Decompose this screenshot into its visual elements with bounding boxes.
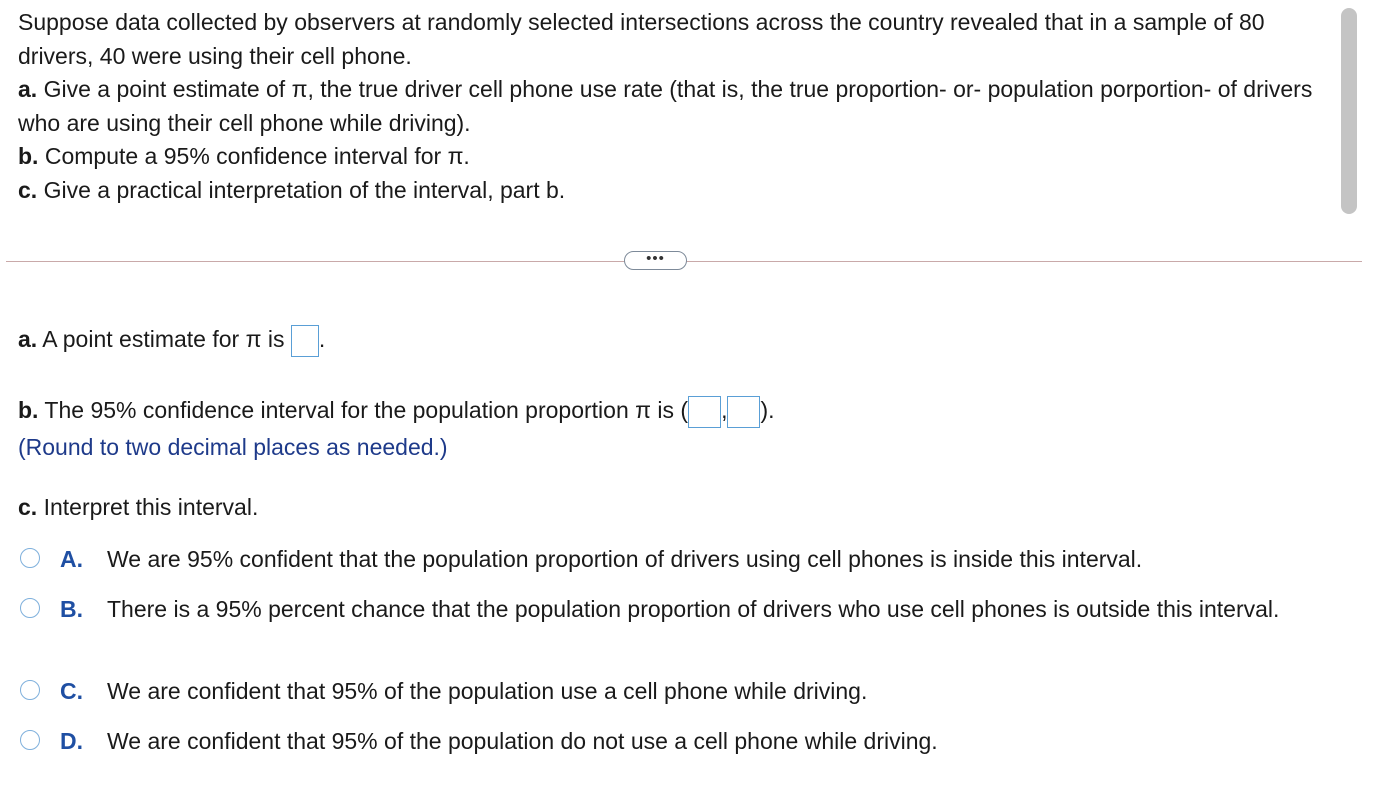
part-a-label: a. (18, 76, 38, 102)
answer-b-separator: , (721, 397, 728, 423)
question-text (18, 6, 1318, 207)
question-part-b (18, 140, 1318, 174)
interval-upper-input[interactable] (727, 396, 760, 428)
radio-d[interactable] (20, 730, 40, 750)
choice-b-text: There is a 95% percent chance that the population proportion of drivers who use cell phones is outside this interval. (107, 596, 1280, 622)
part-b-label: b. (18, 143, 39, 169)
part-c-text: Give a practical interpretation of the interval, part b. (37, 176, 566, 203)
answer-a-row (18, 324, 325, 357)
scrollbar-thumb[interactable] (1341, 8, 1357, 214)
answer-b-text: The 95% confidence interval for the population proportion π is ( (38, 397, 689, 423)
more-button[interactable]: ••• (624, 251, 687, 270)
answer-a-label: a. (18, 326, 38, 352)
rounding-hint: (Round to two decimal places as needed.) (18, 434, 448, 460)
answer-c-row (18, 492, 258, 522)
radio-b[interactable] (20, 598, 40, 618)
radio-c[interactable] (20, 680, 40, 700)
point-estimate-input[interactable] (291, 325, 319, 357)
question-part-a (18, 73, 1318, 140)
choice-d-letter: D. (60, 728, 83, 754)
answer-b-suffix: ). (760, 397, 775, 423)
choice-c-letter: C. (60, 678, 83, 704)
answer-c-label: c. (18, 494, 38, 520)
answer-b-row (18, 395, 775, 428)
interval-lower-input[interactable] (688, 396, 721, 428)
choice-d-text: We are confident that 95% of the population do not use a cell phone while driving. (107, 728, 938, 754)
answer-b-label: b. (18, 397, 39, 423)
question-intro: Suppose data collected by observers at randomly selected intersections across the country revealed that in a sample of 80 drivers, 40 were using their cell phone. (18, 9, 1265, 69)
part-b-text: Compute a 95% confidence interval for π. (38, 143, 470, 169)
part-a-text: Give a point estimate of π, the true driver cell phone use rate (that is, the true proportion- or- population porportion- of drivers who are using their cell phone while driving). (18, 76, 1313, 136)
answer-a-suffix: . (318, 326, 326, 352)
radio-a[interactable] (20, 548, 40, 568)
choice-c-text: We are confident that 95% of the population use a cell phone while driving. (107, 678, 868, 704)
choice-b-letter: B. (60, 596, 83, 622)
answer-a-text: A point estimate for π is (37, 326, 285, 352)
choice-a-text: We are 95% confident that the population proportion of drivers using cell phones is inside this interval. (107, 546, 1143, 572)
question-part-c (18, 174, 1318, 208)
answer-c-text: Interpret this interval. (37, 494, 259, 520)
choice-a-letter: A. (60, 546, 83, 572)
part-c-label: c. (18, 176, 38, 203)
